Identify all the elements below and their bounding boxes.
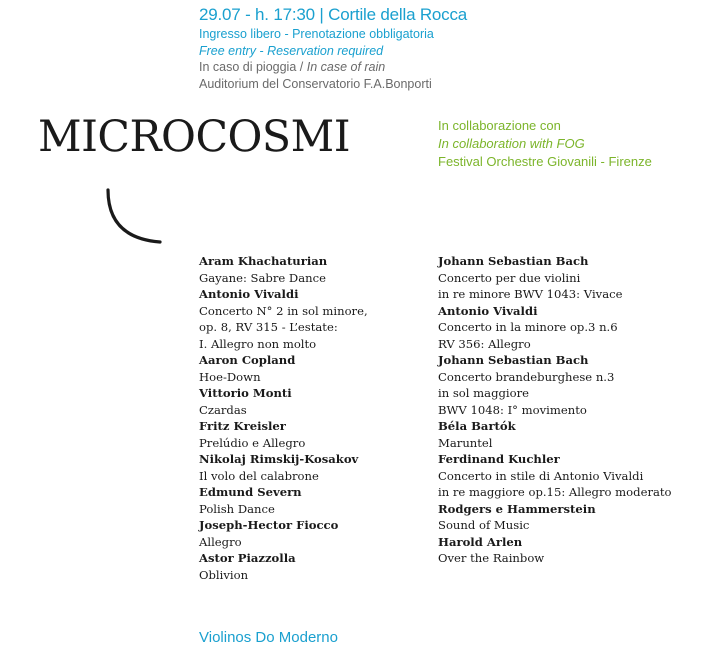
program-item bbox=[199, 484, 368, 517]
composer-name: Johann Sebastian Bach bbox=[438, 353, 589, 367]
program-item bbox=[438, 451, 672, 501]
work-title: Czardas bbox=[199, 402, 247, 417]
decorative-arc bbox=[100, 180, 170, 250]
collaboration-it: In collaborazione con bbox=[438, 118, 561, 133]
program-item bbox=[438, 534, 672, 567]
program-item bbox=[438, 303, 672, 353]
work-title: I. Allegro non molto bbox=[199, 336, 317, 351]
composer-name: Aram Khachaturian bbox=[199, 254, 328, 268]
work-title: Prelúdio e Allegro bbox=[199, 435, 306, 450]
composer-name: Rodgers e Hammerstein bbox=[438, 501, 596, 516]
collaboration-en: In collaboration with FOG bbox=[438, 136, 585, 151]
work-title: op. 8, RV 315 - L’estate: bbox=[199, 320, 338, 334]
work-title: Sound of Music bbox=[438, 518, 530, 532]
composer-name: Harold Arlen bbox=[438, 534, 523, 549]
rain-venue: Auditorium del Conservatorio F.A.Bonporti bbox=[199, 76, 432, 91]
composer-name: Antonio Vivaldi bbox=[438, 303, 538, 318]
entry-info-en: Free entry - Reservation required bbox=[199, 43, 384, 58]
ensemble-name: Violinos Do Moderno bbox=[199, 629, 338, 646]
event-header bbox=[199, 4, 467, 92]
work-title: Over the Rainbow bbox=[438, 551, 545, 565]
work-title: Concerto brandeburghese n.3 bbox=[438, 369, 615, 384]
work-title: Concerto per due violini bbox=[438, 270, 581, 285]
work-title: Polish Dance bbox=[199, 501, 275, 516]
work-title: Concerto in la minore op.3 n.6 bbox=[438, 320, 618, 334]
work-title: in re maggiore op.15: Allegro moderato bbox=[438, 485, 672, 499]
program-right-column bbox=[438, 253, 672, 567]
rain-info bbox=[199, 59, 467, 76]
work-title: Maruntel bbox=[438, 435, 493, 450]
composer-name: Béla Bartók bbox=[438, 419, 516, 433]
program-item bbox=[438, 418, 672, 451]
work-title: Oblivion bbox=[199, 567, 249, 582]
program-item bbox=[199, 451, 368, 484]
festival-name: Festival Orchestre Giovanili - Firenze bbox=[438, 154, 652, 169]
composer-name: Antonio Vivaldi bbox=[199, 287, 299, 301]
program-item bbox=[199, 352, 368, 385]
program-item bbox=[438, 253, 672, 303]
work-title: Concerto in stile di Antonio Vivaldi bbox=[438, 468, 644, 483]
work-title: BWV 1048: I° movimento bbox=[438, 402, 587, 417]
collaboration-block bbox=[438, 117, 652, 171]
composer-name: Ferdinand Kuchler bbox=[438, 452, 560, 466]
work-title: Gayane: Sabre Dance bbox=[199, 270, 326, 285]
entry-info-it: Ingresso libero - Prenotazione obbligatoria bbox=[199, 27, 434, 41]
program-item bbox=[199, 385, 368, 418]
program-item bbox=[199, 418, 368, 451]
work-title: Concerto N° 2 in sol minore, bbox=[199, 303, 368, 318]
program-item bbox=[438, 501, 672, 534]
program-item bbox=[199, 286, 368, 352]
program-left-column bbox=[199, 253, 368, 583]
composer-name: Astor Piazzolla bbox=[199, 551, 296, 565]
concert-title: MICROCOSMI bbox=[38, 112, 351, 162]
rain-info-it: In caso di pioggia / bbox=[199, 60, 307, 74]
rain-info-en: In case of rain bbox=[306, 60, 386, 74]
work-title: in re minore BWV 1043: Vivace bbox=[438, 287, 623, 301]
work-title: Il volo del calabrone bbox=[199, 468, 319, 483]
composer-name: Vittorio Monti bbox=[199, 386, 292, 400]
program-item bbox=[199, 517, 368, 550]
program-item bbox=[199, 550, 368, 583]
work-title: Hoe-Down bbox=[199, 369, 261, 384]
composer-name: Johann Sebastian Bach bbox=[438, 254, 589, 268]
event-date-time-location: 29.07 - h. 17:30 | Cortile della Rocca bbox=[199, 5, 468, 24]
composer-name: Nikolaj Rimskij-Kosakov bbox=[199, 452, 359, 466]
program-item bbox=[438, 352, 672, 418]
work-title: in sol maggiore bbox=[438, 386, 530, 400]
composer-name: Aaron Copland bbox=[199, 353, 296, 367]
composer-name: Joseph-Hector Fiocco bbox=[199, 518, 339, 532]
composer-name: Fritz Kreisler bbox=[199, 419, 286, 433]
work-title: RV 356: Allegro bbox=[438, 336, 531, 351]
work-title: Allegro bbox=[199, 534, 242, 549]
composer-name: Edmund Severn bbox=[199, 485, 302, 499]
program-item bbox=[199, 253, 368, 286]
